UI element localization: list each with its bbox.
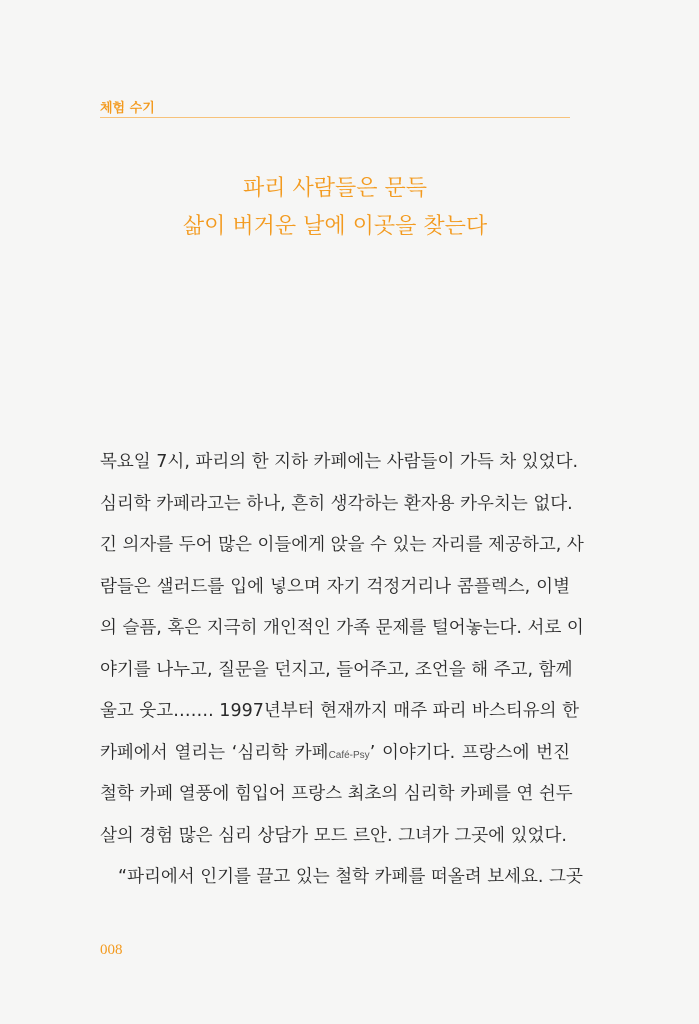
page-number: 008 <box>100 942 123 958</box>
body-line: 울고 웃고……. 1997년부터 현재까지 매주 파리 바스티유의 한 <box>100 701 580 721</box>
body-text <box>100 444 584 901</box>
body-line: 살의 경험 많은 심리 상담가 모드 르안. 그녀가 그곳에 있었다. <box>100 825 567 846</box>
body-line <box>100 735 570 777</box>
text-segment: 카페에서 열리는 ‘심리학 카페 <box>100 742 329 763</box>
chapter-title <box>100 170 570 246</box>
body-line: 긴 의자를 두어 많은 이들에게 앉을 수 있는 자리를 제공하고, 사 <box>100 535 584 555</box>
cafe-psy-annotation: Café-Psy <box>328 749 370 761</box>
title-line-1: 파리 사람들은 문득 <box>242 176 427 201</box>
body-line: “파리에서 인기를 끌고 있는 철학 카페를 떠올려 보세요. 그곳 <box>118 867 583 887</box>
body-line: 의 슬픔, 혹은 지극히 개인적인 가족 문제를 털어놓는다. 서로 이 <box>100 618 584 638</box>
body-line: 람들은 샐러드를 입에 넣으며 자기 걱정거리나 콤플렉스, 이별 <box>100 576 570 597</box>
body-line: 목요일 7시, 파리의 한 지하 카페에는 사람들이 가득 차 있었다. <box>100 452 579 472</box>
text-segment: ’ 이야기다. 프랑스에 번진 <box>369 742 570 763</box>
body-line: 야기를 나누고, 질문을 던지고, 들어주고, 조언을 해 주고, 함께 <box>100 659 573 680</box>
body-line: 심리학 카페라고는 하나, 흔히 생각하는 환자용 카우치는 없다. <box>100 493 573 514</box>
header-divider <box>100 117 570 118</box>
body-line: 철학 카페 열풍에 힘입어 프랑스 최초의 심리학 카페를 연 쉰두 <box>100 784 573 804</box>
section-label: 체험 수기 <box>100 101 155 116</box>
title-line-2: 삶이 버거운 날에 이곳을 찾는다 <box>182 214 488 239</box>
